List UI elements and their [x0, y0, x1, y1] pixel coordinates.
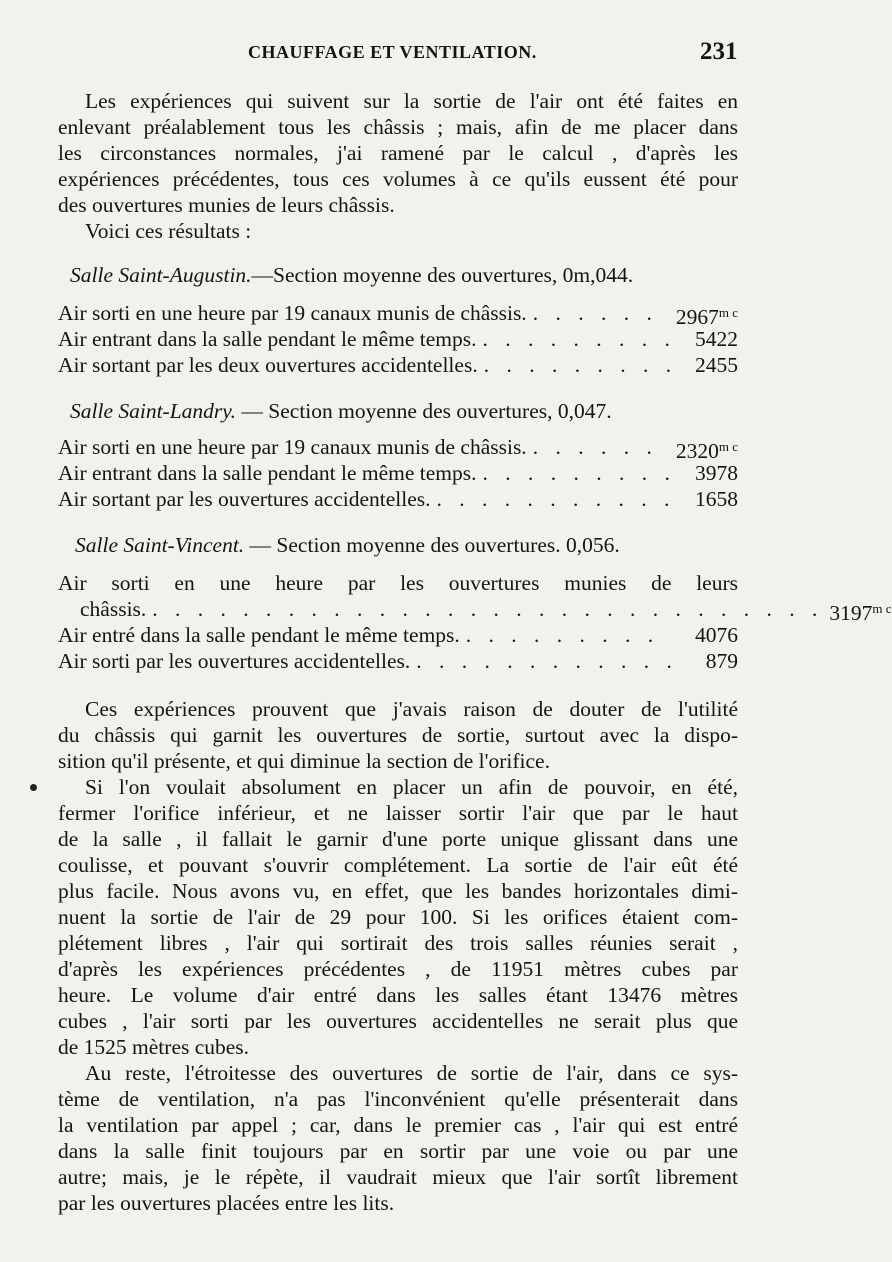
result-row: Air entré dans la salle pendant le même temps. . . . . . . . . . 4076 — [58, 623, 738, 647]
text-line: la ventilation par appel ; car, dans le premier cas , l'air qui est entré — [58, 1113, 738, 1137]
text-line: des ouvertures munies de leurs châssis. — [58, 193, 395, 217]
text-line: tème de ventilation, n'a pas l'inconvénient qu'elle présenterait dans — [58, 1087, 738, 1111]
text-line: du châssis qui garnit les ouvertures de sortie, surtout avec la dispo- — [58, 723, 738, 747]
hall-name: Salle Saint-Augustin. — [70, 263, 252, 287]
text-line: d'après les expériences précédentes , de 11951 mètres cubes par — [58, 957, 738, 981]
page-header — [0, 38, 800, 78]
text-line: expériences précédentes, tous ces volumes à ce qu'ils eussent été pour — [58, 167, 738, 191]
section-value: 0,056. — [566, 533, 620, 557]
text-line: de 1525 mètres cubes. — [58, 1035, 250, 1059]
text-line: autre; mais, je le répète, il vaudrait mieux que l'air sortît librement — [58, 1165, 738, 1189]
text-line: fermer l'orifice inférieur, et ne laisser sortir l'air que par le haut — [58, 801, 738, 825]
section-heading-augustin — [70, 262, 738, 288]
section-text: — Section moyenne des ouvertures. — [249, 533, 561, 557]
text-line: cubes , l'air sorti par les ouvertures accidentelles ne serait plus que — [58, 1009, 738, 1033]
section-text: — Section moyenne des ouvertures, — [241, 399, 553, 423]
text-line: Ces expériences prouvent que j'avais raison de douter de l'utilité — [85, 697, 738, 721]
text-line: Les expériences qui suivent sur la sortie de l'air ont été faites en — [85, 89, 738, 113]
text-line: nuent la sortie de l'air de 29 pour 100. Si les orifices étaient com- — [58, 905, 738, 929]
text-line: plus facile. Nous avons vu, en effet, que les bandes horizontales dimi- — [58, 879, 738, 903]
hall-name: Salle Saint-Vincent. — [75, 533, 245, 557]
section-text: —Section moyenne des ouvertures, — [251, 263, 558, 287]
result-row: Air entrant dans la salle pendant le même temps. . . . . . . . . . 3978 — [58, 461, 738, 485]
result-row: Air sortant par les deux ouvertures accidentelles. . . . . . . . . . 2455 — [58, 353, 738, 377]
page-number: 231 — [700, 38, 738, 65]
margin-mark — [30, 784, 37, 791]
result-row: Air sorti en une heure par 19 canaux munis de châssis. . . . . . . $2320^{m c}$ — [58, 435, 738, 463]
result-row: Air sorti par les ouvertures accidentelles. . . . . . . . . . . . . 879 — [58, 649, 738, 673]
result-row: Air entrant dans la salle pendant le même temps. . . . . . . . . . 5422 — [58, 327, 738, 351]
text-line: par les ouvertures placées entre les lits. — [58, 1191, 395, 1215]
text-line: Au reste, l'étroitesse des ouvertures de sortie de l'air, dans ce sys- — [85, 1061, 738, 1085]
text-line: de la salle , il fallait le garnir d'une porte unique glissant dans une — [58, 827, 738, 851]
section-value: 0m,044. — [562, 263, 634, 287]
text-line: dans la salle finit toujours par en sortir par une voie ou par une — [58, 1139, 738, 1163]
text-line: les circonstances normales, j'ai ramené par le calcul , d'après les — [58, 141, 738, 165]
hall-name: Salle Saint-Landry. — [70, 399, 237, 423]
result-row: Air sortant par les ouvertures accidentelles. . . . . . . . . . . . 1658 — [58, 487, 738, 511]
result-row-line: Air sorti en une heure par les ouvertures munies de leurs — [58, 571, 738, 595]
text-line: sition qu'il présente, et qui diminue la section de l'orifice. — [58, 749, 550, 773]
running-title: CHAUFFAGE ET VENTILATION. — [248, 42, 537, 62]
text-line: coulisse, et pouvant s'ouvrir complétement. La sortie de l'air eût été — [58, 853, 738, 877]
text-line: Si l'on voulait absolument en placer un afin de pouvoir, en été, — [85, 775, 738, 799]
text-line: enlevant préalablement tous les châssis ; mais, afin de me placer dans — [58, 115, 738, 139]
text-line: heure. Le volume d'air entré dans les salles étant 13476 mètres — [58, 983, 738, 1007]
result-row: châssis. . . . . . . . . . . . . . . . . . . . . . . . . . . . . . . $3197^{m c}$ — [80, 597, 892, 625]
section-heading-landry — [70, 398, 738, 424]
results-intro: Voici ces résultats : — [85, 219, 252, 243]
result-row: Air sorti en une heure par 19 canaux munis de châssis. . . . . . . $2967^{m c}$ — [58, 301, 738, 329]
section-value: 0,047. — [557, 399, 612, 423]
text-line: plétement libres , l'air qui sortirait des trois salles réunies serait , — [58, 931, 738, 955]
section-heading-vincent — [75, 532, 738, 558]
